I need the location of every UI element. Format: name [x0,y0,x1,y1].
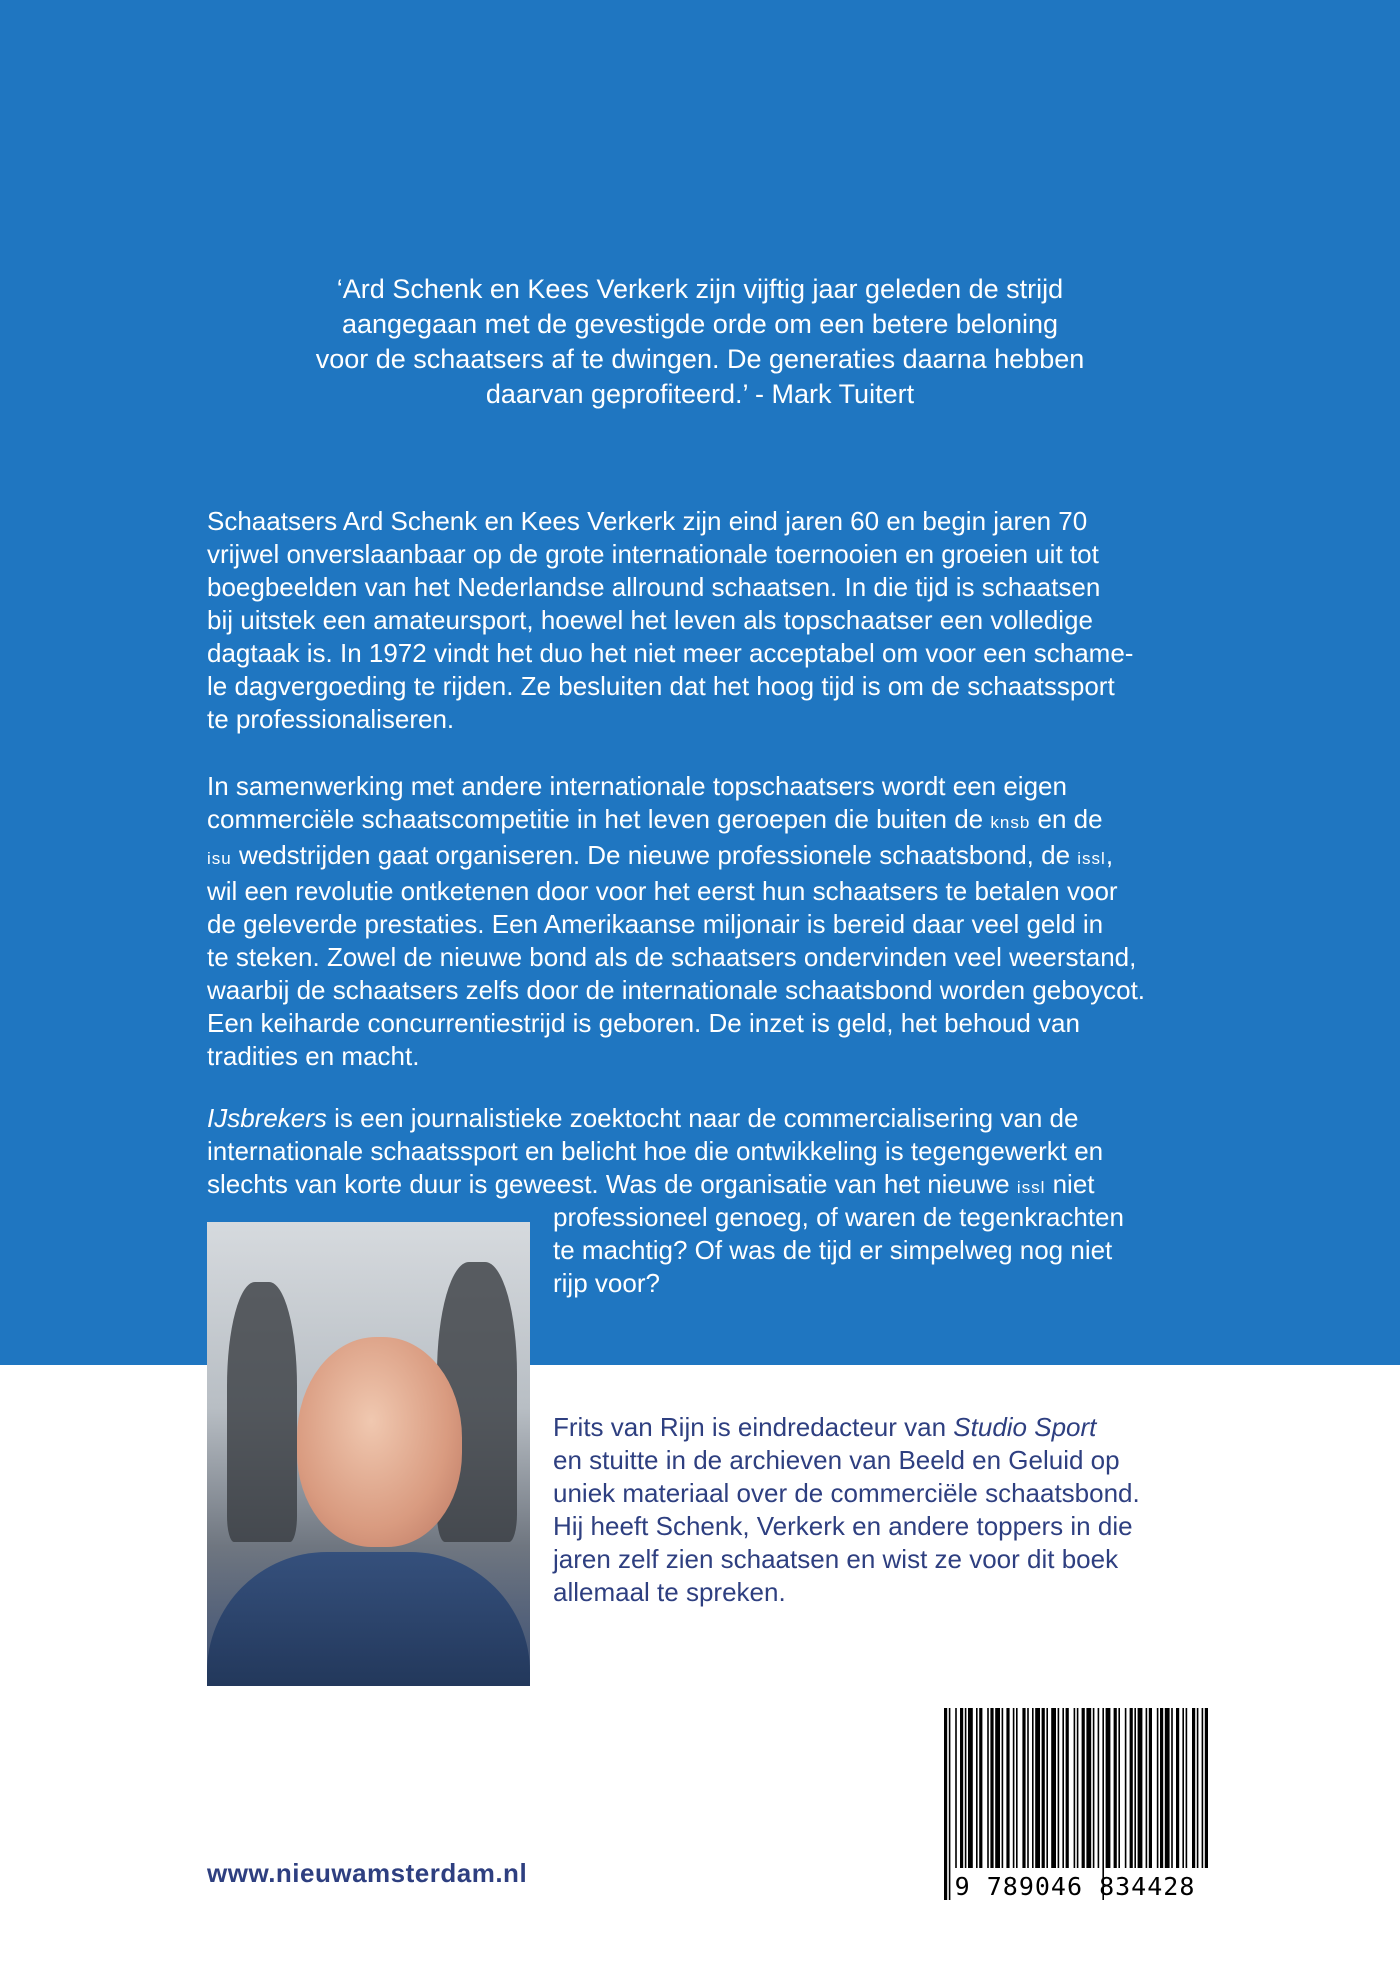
barcode-bar [1086,1708,1091,1868]
text-line: te steken. Zowel de nieuwe bond als de schaatsers ondervinden veel weerstand, [207,942,1137,972]
quote-line: ‘Ard Schenk en Kees Verkerk zijn vijftig jaar geleden de strijd [336,274,1064,304]
show-title: Studio Sport [953,1412,1097,1442]
text-line: en de [1030,804,1103,834]
text-line: de geleverde prestaties. Een Amerikaanse miljonair is bereid daar veel geld in [207,909,1104,939]
abbr-issl: issl [1077,849,1106,868]
isbn-number: 9 789046 834428 [954,1872,1196,1901]
barcode-bar [1138,1708,1143,1868]
barcode-bar [1165,1708,1170,1868]
barcode-bar [1042,1708,1045,1868]
quote-line: voor de schaatsers af te dwingen. De generaties daarna hebben [315,344,1085,374]
paragraph-book [207,1102,1193,1204]
text-line: wedstrijden gaat organiseren. De nieuwe professionele schaatsbond, de [231,840,1078,870]
barcode-bar [1074,1708,1076,1868]
barcode-bar [1006,1708,1009,1868]
text-line: tradities en macht. [207,1041,420,1071]
text-line: dagtaak is. In 1972 vindt het duo het niet meer acceptabel om voor een schame- [207,638,1134,668]
text-line: slechts van korte duur is geweest. Was de organisatie van het nieuwe [207,1169,1017,1199]
barcode-bar [987,1708,989,1868]
barcode-bar [995,1708,1000,1868]
paragraph-book-continued [553,1201,1173,1300]
background-figure [227,1282,297,1542]
barcode-bar [1022,1708,1025,1868]
text-line: rijp voor? [553,1268,660,1298]
barcode-bar [1130,1708,1133,1868]
author-bio [553,1411,1213,1609]
text-line: te machtig? Of was de tijd er simpelweg nog niet [553,1235,1113,1265]
text-line: le dagvergoeding te rijden. Ze besluiten dat het hoog tijd is om de schaatssport [207,671,1115,701]
author-head [297,1337,462,1547]
barcode-bar [1062,1708,1064,1868]
abbr-knsb: knsb [990,813,1031,832]
barcode-bar [1197,1708,1199,1868]
barcode-bar [1032,1708,1034,1868]
text-line: jaren zelf zien schaatsen en wist ze voor dit boek [553,1544,1119,1574]
barcode-bar [1082,1708,1085,1868]
barcode-bar [1013,1708,1015,1868]
barcode-bar [1114,1708,1117,1868]
barcode-bar [1035,1708,1040,1868]
barcode-bar [990,1708,993,1868]
barcode-bar [1149,1708,1152,1868]
barcode-bar [1171,1708,1173,1868]
text-line: Frits van Rijn is eindredacteur van [553,1412,954,1442]
barcode-bar [1118,1708,1120,1868]
text-line: Een keiharde concurrentiestrijd is geboren. De inzet is geld, het behoud van [207,1008,1080,1038]
book-title: IJsbrekers [207,1103,327,1133]
barcode-bar [1051,1708,1056,1868]
barcode-bar [1066,1708,1069,1868]
barcode-bar [1157,1708,1159,1868]
text-line: , [1105,840,1114,870]
text-line: niet [1045,1169,1095,1199]
paragraph-competition [207,770,1193,1073]
barcode-bar [1027,1708,1029,1868]
barcode-bar [979,1708,982,1868]
barcode-bar [1016,1708,1018,1868]
text-line: In samenwerking met andere internationale topschaatsers wordt een eigen [207,771,1067,801]
barcode-bar [1176,1708,1179,1868]
barcode-bar [1125,1708,1127,1868]
barcode-bar [1093,1708,1095,1868]
barcode-bar [1146,1708,1148,1868]
publisher-website[interactable]: www.nieuwamsterdam.nl [207,1858,528,1888]
barcode-bar [960,1708,963,1868]
text-line: wil een revolutie ontketenen door voor het eerst hun schaatsers te betalen voor [207,876,1118,906]
paragraph-intro [207,505,1193,736]
abbr-issl: issl [1016,1178,1046,1197]
quote-line: daarvan geprofiteerd.’ - Mark Tuitert [485,379,915,409]
abbr-isu: isu [207,849,232,868]
text-line: commerciële schaatscompetitie in het leven geroepen die buiten de [207,804,991,834]
barcode-bar [1077,1708,1079,1868]
text-line: vrijwel onverslaanbaar op de grote internationale toernooien en groeien uit tot [207,539,1099,569]
quote-line: aangegaan met de gevestigde orde om een betere beloning [341,309,1059,339]
barcode-bar [1098,1708,1100,1868]
barcode-bar [1046,1708,1048,1868]
quote [240,272,1160,412]
barcode-bar [968,1708,973,1868]
barcode-bar [1058,1708,1060,1868]
barcode-bar [1134,1708,1136,1868]
author-shirt [207,1552,530,1686]
barcode-bar [1205,1708,1208,1868]
author-portrait [207,1222,530,1686]
text-line: waarbij de schaatsers zelfs door de internationale schaatsbond worden geboycot. [207,975,1146,1005]
text-line: is een journalistieke zoektocht naar de commercialisering van de [326,1103,1079,1133]
text-line: allemaal te spreken. [553,1577,786,1607]
barcode-bar [976,1708,978,1868]
barcode-bar [955,1708,957,1868]
text-line: Schaatsers Ard Schenk en Kees Verkerk zijn eind jaren 60 en begin jaren 70 [207,506,1088,536]
barcode-bar [1160,1708,1163,1868]
text-line: te professionaliseren. [207,704,455,734]
barcode-bar [965,1708,967,1868]
barcode-bar [1202,1708,1204,1868]
barcode-bar [1002,1708,1004,1868]
barcode-bar [1182,1708,1184,1868]
barcode-bar [1106,1708,1111,1868]
barcode-bar [1186,1708,1188,1868]
text-line: internationale schaatssport en belicht hoe die ontwikkeling is tegengewerkt en [207,1136,1104,1166]
text-line: en stuitte in de archieven van Beeld en Geluid op [553,1445,1120,1475]
text-line: uniek materiaal over de commerciële schaatsbond. [553,1478,1140,1508]
barcode-bar [1192,1708,1195,1868]
text-line: Hij heeft Schenk, Verkerk en andere toppers in die [553,1511,1133,1541]
text-line: boegbeelden van het Nederlandse allround schaatsen. In die tijd is schaatsen [207,572,1101,602]
text-line: bij uitstek een amateursport, hoewel het leven als topschaatser een volledige [207,605,1093,635]
text-line: professioneel genoeg, of waren de tegenkrachten [553,1202,1124,1232]
